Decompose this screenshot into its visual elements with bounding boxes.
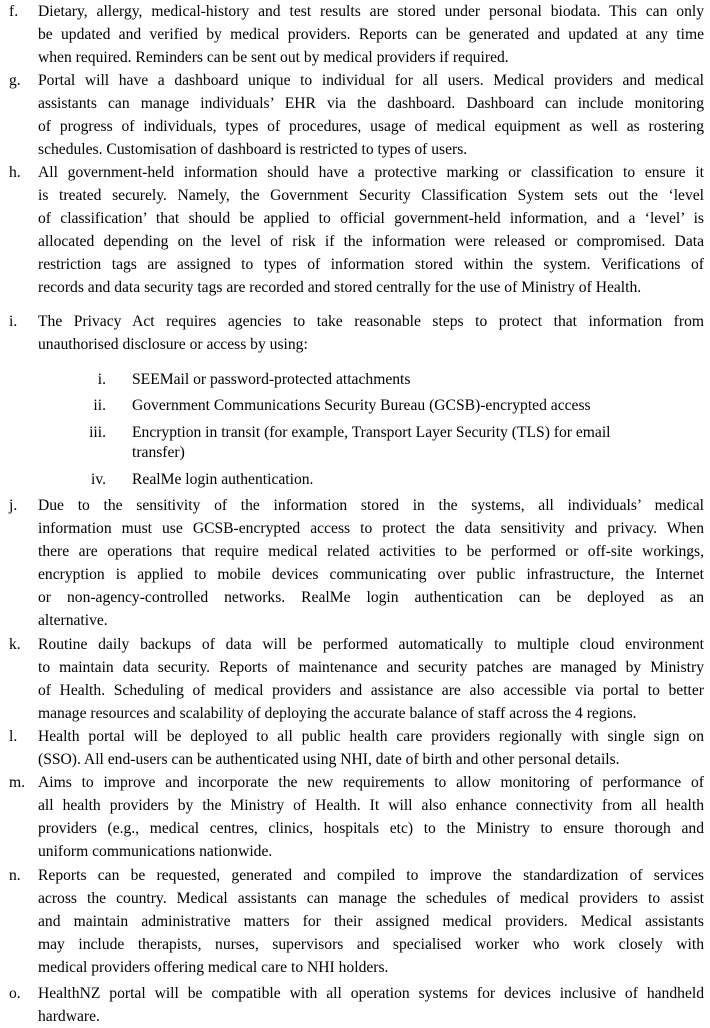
text-line: Government Communications Security Bureau (GCSB)-encrypted access: [132, 397, 591, 414]
list-item-marker: i.: [9, 313, 18, 330]
text-line: RealMe login authentication.: [132, 471, 314, 488]
list-item-text: [132, 421, 692, 461]
text-line: schedules. Customisation of dashboard is restricted to types of users.: [38, 141, 468, 158]
text-line: to maintain data security. Reports of maintenance and security patches are managed by Ministry: [38, 659, 704, 676]
list-item-text: [132, 468, 692, 488]
list-item-marker: o.: [9, 985, 21, 1002]
text-line: all health providers by the Ministry of Health. It will also enhance connectivity from all health: [38, 797, 704, 814]
list-item-marker: m.: [9, 774, 26, 791]
text-line: manage resources and scalability of deploying the accurate balance of staff across the 4 regions.: [38, 705, 637, 722]
text-line: uniform communications nationwide.: [38, 843, 273, 860]
text-line: medical providers offering medical care to NHI holders.: [38, 959, 389, 976]
text-line: All government-held information should have a protective marking or classification to ensure it: [38, 164, 704, 181]
text-line: is treated securely. Namely, the Government Security Classification System sets out the ‘level: [38, 187, 704, 204]
list-item-text: [132, 368, 692, 388]
text-line: Portal will have a dashboard unique to individual for all users. Medical providers and medical: [38, 72, 704, 89]
text-line: allocated depending on the level of risk if the information were released or compromised. Data: [38, 233, 704, 250]
text-line: across the country. Medical assistants can manage the schedules of medical providers to assist: [38, 890, 704, 907]
text-line: SEEMail or password-protected attachments: [132, 371, 411, 388]
text-line: and maintain administrative matters for their assigned medical providers. Medical assistants: [38, 913, 704, 930]
text-line: HealthNZ portal will be compatible with all operation systems for devices inclusive of handheld: [38, 985, 704, 1002]
list-item-text: [38, 771, 704, 863]
text-line: Dietary, allergy, medical-history and test results are stored under personal biodata. This can only: [38, 3, 704, 20]
text-line: hardware.: [38, 1008, 100, 1025]
list-item-text: [38, 982, 704, 1028]
text-line: there are operations that require medical related activities to be performed or off-site workings,: [38, 543, 704, 560]
list-item-text: [38, 864, 704, 979]
text-line: assistants can manage individuals’ EHR via the dashboard. Dashboard can include monitoring: [38, 95, 704, 112]
list-item-marker: k.: [9, 636, 21, 653]
text-line: alternative.: [38, 612, 108, 629]
list-item-marker: j.: [9, 497, 18, 514]
text-line: transfer): [132, 444, 185, 461]
list-item-text: [38, 0, 704, 69]
text-line: unauthorised disclosure or access by using:: [38, 336, 308, 353]
list-item-text: [132, 394, 692, 414]
text-line: of classification’ that should be applied to official government-held information, and a ‘level’ is: [38, 210, 704, 227]
list-item-marker: h.: [9, 164, 21, 181]
text-line: may include therapists, nurses, supervisors and specialised worker who work closely with: [38, 936, 704, 953]
text-line: information must use GCSB-encrypted access to protect the data sensitivity and privacy. When: [38, 520, 704, 537]
text-line: of progress of individuals, types of procedures, usage of medical equipment as well as rostering: [38, 118, 704, 135]
text-line: encryption is applied to mobile devices communicating over public infrastructure, the Internet: [38, 566, 704, 583]
list-item-text: [38, 494, 704, 632]
list-item-text: [38, 310, 704, 356]
list-item-text: [38, 633, 704, 725]
list-item-marker: l.: [9, 728, 18, 745]
text-line: Health portal will be deployed to all public health care providers regionally with single sign on: [38, 728, 704, 745]
text-line: be updated and verified by medical providers. Reports can be generated and updated at any time: [38, 26, 704, 43]
list-item-text: [38, 725, 704, 771]
list-item-marker: ii.: [93, 397, 106, 414]
list-item-marker: f.: [9, 3, 19, 20]
list-item-marker: n.: [9, 867, 21, 884]
text-line: The Privacy Act requires agencies to take reasonable steps to protect that information from: [38, 313, 704, 330]
list-item-marker: g.: [9, 72, 21, 89]
text-line: (SSO). All end-users can be authenticated using NHI, date of birth and other personal details.: [38, 751, 620, 768]
list-item-marker: iv.: [90, 471, 106, 488]
text-line: Routine daily backups of data will be performed automatically to multiple cloud environment: [38, 636, 704, 653]
text-line: or non-agency-controlled networks. RealMe login authentication can be deployed as an: [38, 589, 704, 606]
text-line: of Health. Scheduling of medical providers and assistance are also accessible via portal to better: [38, 682, 704, 699]
text-line: providers (e.g., medical centres, clinics, hospitals etc) to the Ministry to ensure thorough and: [38, 820, 704, 837]
text-line: Due to the sensitivity of the information stored in the systems, all individuals’ medical: [38, 497, 704, 514]
list-item-text: [38, 69, 704, 161]
text-line: Aims to improve and incorporate the new requirements to allow monitoring of performance of: [38, 774, 704, 791]
list-item-text: [38, 161, 704, 299]
text-line: restriction tags are assigned to types of information stored within the system. Verifications of: [38, 256, 704, 273]
list-item-marker: i.: [97, 371, 106, 388]
text-line: Encryption in transit (for example, Transport Layer Security (TLS) for email: [132, 424, 611, 441]
text-line: Reports can be requested, generated and compiled to improve the standardization of services: [38, 867, 704, 884]
text-line: when required. Reminders can be sent out by medical providers if required.: [38, 49, 509, 66]
list-item-marker: iii.: [89, 424, 106, 441]
text-line: records and data security tags are recorded and stored centrally for the use of Ministry of Health.: [38, 279, 642, 296]
